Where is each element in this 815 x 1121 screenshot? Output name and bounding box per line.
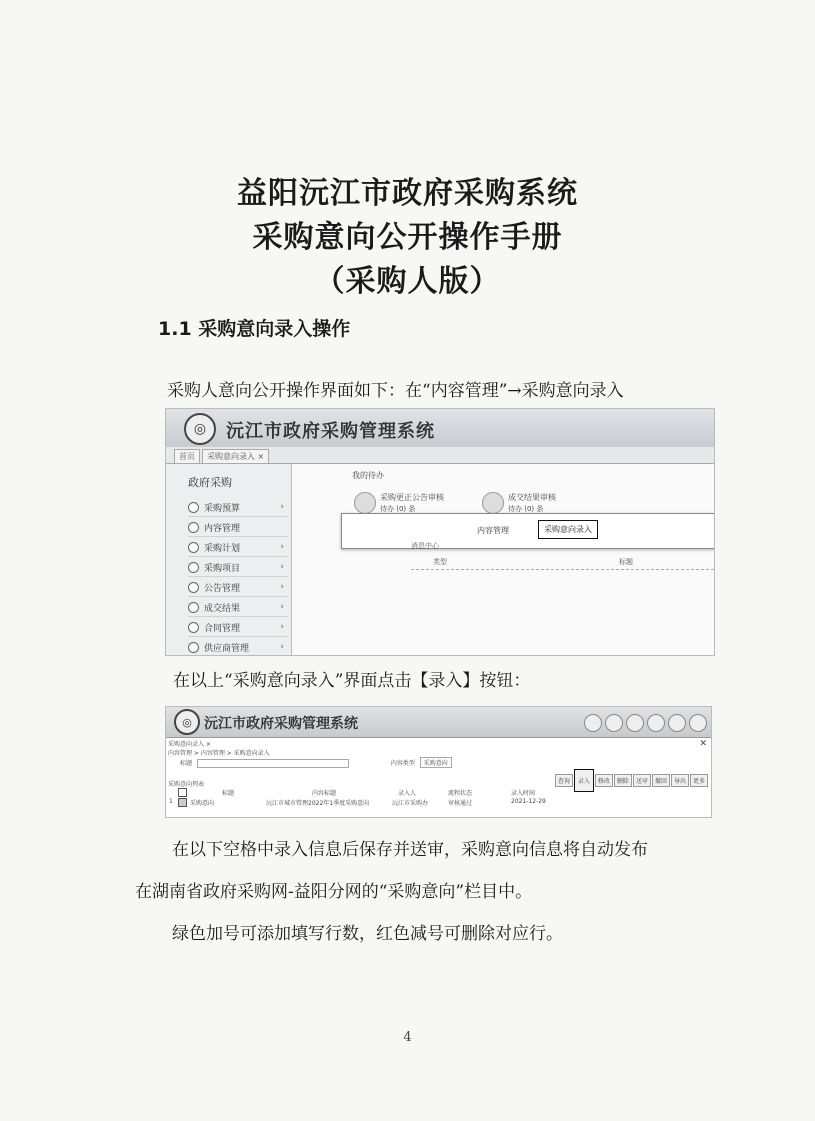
query-button[interactable]: 查询 bbox=[555, 774, 573, 787]
menu-item-project[interactable]: 采购项目 › bbox=[188, 558, 288, 577]
chevron-right-icon: › bbox=[280, 502, 284, 512]
chevron-right-icon: › bbox=[280, 562, 284, 572]
menu-item-content[interactable]: 内容管理 bbox=[188, 518, 288, 537]
export-button[interactable]: 导出 bbox=[671, 774, 689, 787]
intent-entry-link[interactable]: 采购意向录入 bbox=[538, 520, 598, 539]
s1-header bbox=[166, 409, 714, 448]
s2-header-icons bbox=[581, 714, 707, 734]
header-time: 录入时间 bbox=[511, 790, 536, 797]
message-icon[interactable] bbox=[605, 714, 623, 732]
user-icon[interactable] bbox=[626, 714, 644, 732]
row-status: 审核通过 bbox=[448, 800, 473, 807]
home-icon[interactable] bbox=[584, 714, 602, 732]
add-entry-button[interactable]: 录入 bbox=[574, 769, 594, 792]
row-content-title: 沅江市城市管理2022年1季度采购意向 bbox=[266, 800, 370, 807]
header-content-title: 内容标题 bbox=[312, 790, 337, 797]
popup-menu-label: 内容管理 bbox=[477, 526, 509, 535]
menu-bullet-icon bbox=[188, 562, 199, 573]
row-entered-by: 沅江市采购办 bbox=[392, 800, 429, 807]
menu-bullet-icon bbox=[188, 522, 199, 533]
delete-button[interactable]: 删除 bbox=[614, 774, 632, 787]
filter-title-input[interactable] bbox=[197, 759, 349, 768]
menu-item-notice[interactable]: 公告管理 › bbox=[188, 578, 288, 597]
header-status: 流程状态 bbox=[448, 790, 473, 797]
document-icon bbox=[482, 492, 504, 514]
message-center-label: 消息中心 bbox=[411, 542, 439, 550]
s2-system-title: 沅江市政府采购管理系统 bbox=[204, 716, 358, 732]
chevron-right-icon: › bbox=[280, 642, 284, 652]
paragraph-2: 在以上“采购意向录入”界面点击【录入】按钮： bbox=[173, 671, 531, 691]
message-table-header bbox=[411, 557, 714, 570]
menu-bullet-icon bbox=[188, 602, 199, 613]
more-button[interactable]: 更多 bbox=[690, 774, 708, 787]
tab-intent-entry[interactable]: 采购意向录入 × bbox=[202, 449, 269, 464]
submit-button[interactable]: 送审 bbox=[633, 774, 651, 787]
edit-button[interactable]: 修改 bbox=[595, 774, 613, 787]
filter-title-label: 标题 bbox=[180, 760, 193, 767]
row-time: 2021-12-29 bbox=[511, 798, 546, 805]
screenshot-intent-list bbox=[165, 706, 712, 818]
sidebar-title: 政府采购 bbox=[188, 476, 232, 489]
document-icon bbox=[354, 492, 376, 514]
list-caption: 采购意向列表 bbox=[168, 781, 205, 788]
doc-title-line1: 益阳沅江市政府采购系统 bbox=[237, 176, 578, 211]
paragraph-4: 绿色加号可添加填写行数，红色减号可删除对应行。 bbox=[172, 924, 563, 944]
s2-filter-row bbox=[168, 757, 709, 768]
menu-item-plan[interactable]: 采购计划 › bbox=[188, 538, 288, 557]
system-logo-icon: ◎ bbox=[174, 709, 200, 735]
row-title[interactable]: 采购意向 bbox=[190, 800, 215, 807]
content-management-popup bbox=[341, 513, 715, 549]
s1-system-title: 沅江市政府采购管理系统 bbox=[226, 421, 435, 442]
menu-item-supplier[interactable]: 供应商管理 › bbox=[188, 638, 288, 656]
tab-home[interactable]: 首页 bbox=[174, 449, 200, 464]
paragraph-1: 采购人意向公开操作界面如下：在“内容管理”→采购意向录入 bbox=[167, 381, 624, 401]
chevron-right-icon: › bbox=[280, 542, 284, 552]
menu-bullet-icon bbox=[188, 502, 199, 513]
s2-header bbox=[166, 707, 711, 738]
paragraph-3-line1: 在以下空格中录入信息后保存并送审，采购意向信息将自动发布 bbox=[172, 840, 648, 860]
header-entered-by: 录入人 bbox=[398, 790, 417, 797]
page-number: 4 bbox=[403, 1030, 412, 1045]
card-result-review[interactable]: 成交结果审核 待办 (0) 条 bbox=[482, 490, 587, 518]
logout-icon[interactable] bbox=[689, 714, 707, 732]
filter-type-select[interactable]: 采购意向 bbox=[420, 757, 452, 768]
help-icon[interactable] bbox=[668, 714, 686, 732]
menu-item-contract[interactable]: 合同管理 › bbox=[188, 618, 288, 637]
section-heading: 1.1 采购意向录入操作 bbox=[158, 318, 351, 340]
close-icon[interactable]: ✕ bbox=[699, 739, 707, 749]
system-logo-icon: ◎ bbox=[184, 413, 216, 445]
menu-item-result[interactable]: 成交结果 › bbox=[188, 598, 288, 617]
s2-tab[interactable]: 采购意向录入 × ✕ bbox=[168, 739, 707, 749]
screenshot-content-management bbox=[165, 408, 715, 656]
s2-breadcrumb: 内容管理 > 内容管理 > 采购意向录入 bbox=[168, 750, 270, 757]
menu-bullet-icon bbox=[188, 642, 199, 653]
settings-icon[interactable] bbox=[647, 714, 665, 732]
paragraph-3-line2: 在湖南省政府采购网-益阳分网的“采购意向”栏目中。 bbox=[135, 882, 533, 902]
menu-bullet-icon bbox=[188, 582, 199, 593]
s1-sidebar bbox=[166, 464, 292, 656]
card-correction-review[interactable]: 采购更正公告审核 待办 (0) 条 bbox=[354, 490, 459, 518]
menu-item-budget[interactable]: 采购预算 › bbox=[188, 498, 288, 517]
col-type: 类型 bbox=[433, 558, 447, 566]
withdraw-button[interactable]: 撤回 bbox=[652, 774, 670, 787]
menu-bullet-icon bbox=[188, 542, 199, 553]
row-index: 1 bbox=[169, 798, 173, 805]
col-title: 标题 bbox=[619, 558, 633, 566]
chevron-right-icon: › bbox=[280, 602, 284, 612]
todo-title: 我的待办 bbox=[352, 471, 384, 480]
menu-bullet-icon bbox=[188, 622, 199, 633]
chevron-right-icon: › bbox=[280, 582, 284, 592]
doc-title-line3: （采购人版） bbox=[314, 264, 501, 299]
doc-title-line2: 采购意向公开操作手册 bbox=[252, 220, 563, 255]
select-all-checkbox[interactable] bbox=[178, 788, 187, 797]
chevron-right-icon: › bbox=[280, 622, 284, 632]
header-title: 标题 bbox=[222, 790, 235, 797]
filter-type-label: 内容类型 bbox=[390, 760, 415, 767]
s1-tab-bar bbox=[166, 447, 714, 464]
row-checkbox[interactable] bbox=[178, 798, 187, 807]
